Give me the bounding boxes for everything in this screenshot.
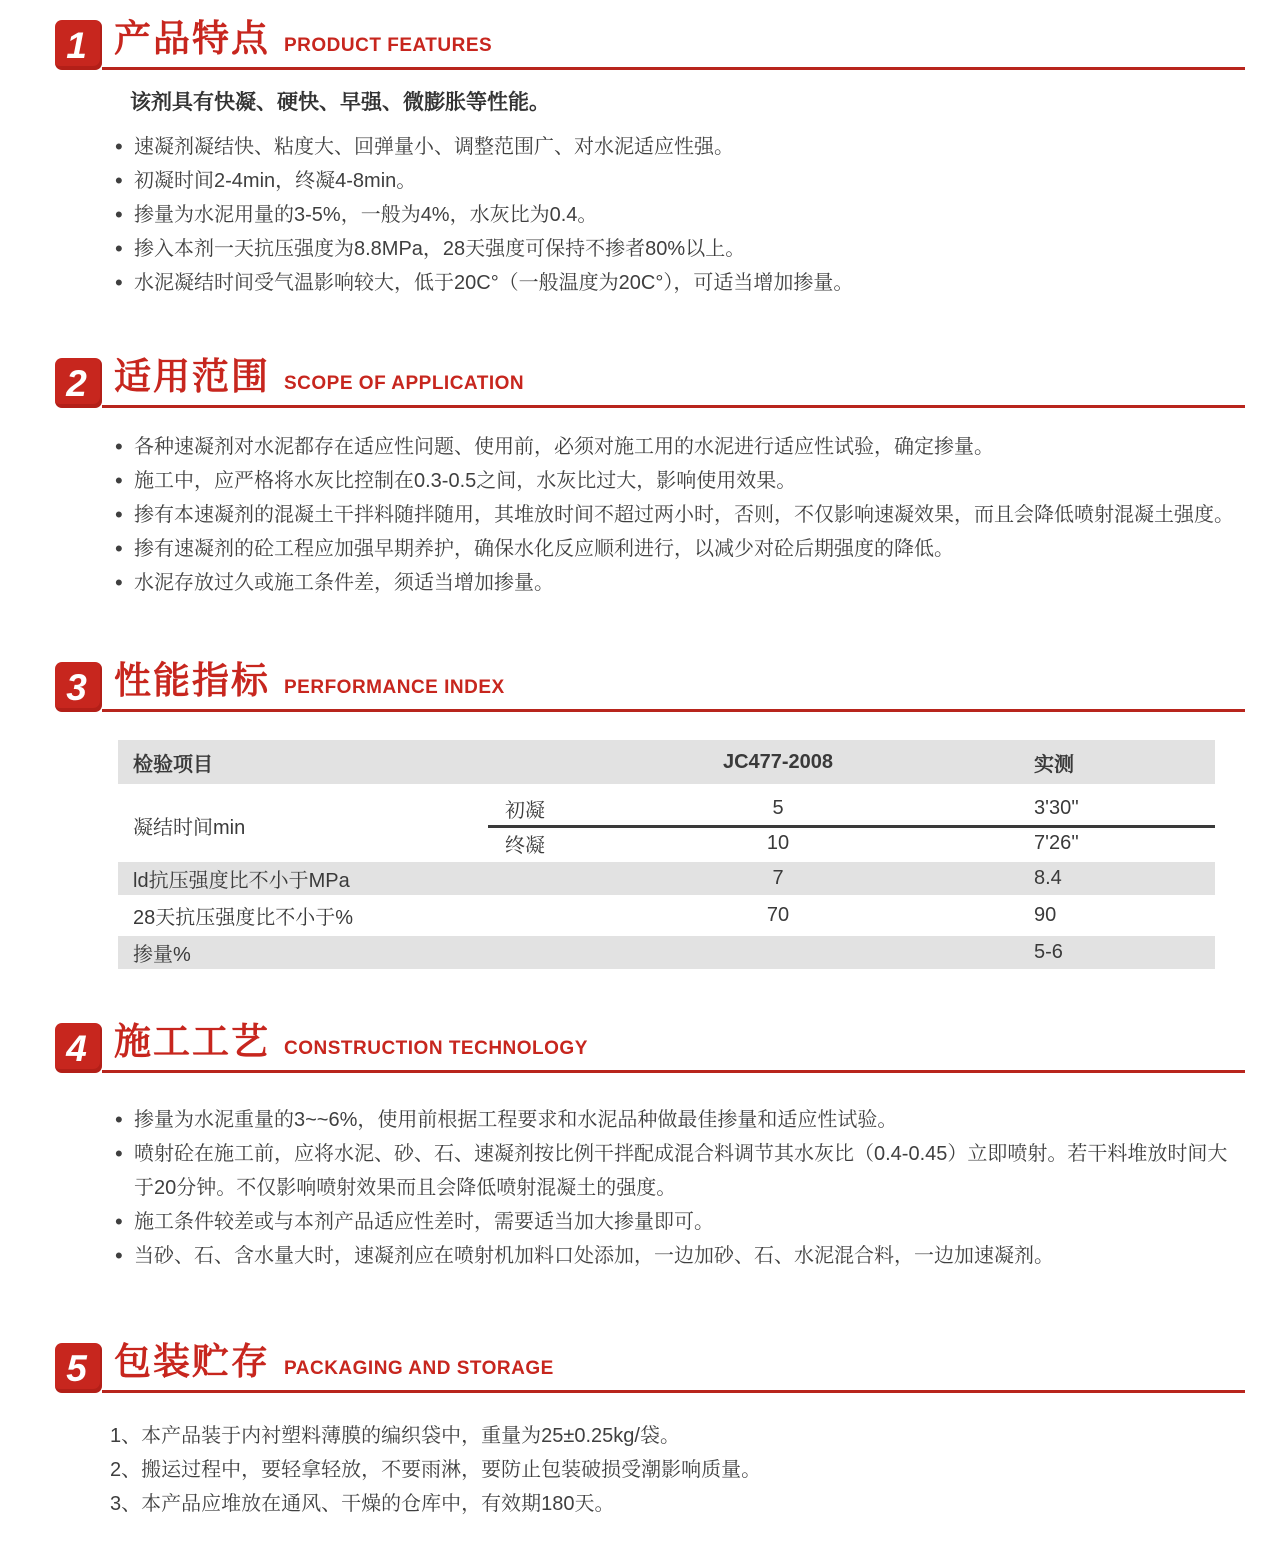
bullet-item: • 水泥存放过久或施工条件差，须适当增加掺量。 — [115, 566, 1245, 600]
section-2-number: 2 — [66, 362, 87, 404]
section-performance-index — [55, 662, 1245, 969]
section-4-header — [55, 1023, 1245, 1073]
section-5-numbered-list — [110, 1419, 1245, 1521]
section-2-title-bar — [102, 358, 1245, 408]
item-label: 掺量% — [133, 944, 191, 966]
section-3-number-badge — [55, 662, 102, 712]
section-1-intro: 该剂具有快凝、硬快、早强、微膨胀等性能。 — [130, 91, 550, 114]
section-5-title: 包装贮存 — [114, 1341, 270, 1382]
bullet-item: • 各种速凝剂对水泥都存在适应性问题、使用前，必须对施工用的水泥进行适应性试验，确定掺量。 — [115, 430, 1245, 464]
bullet-item: • 掺入本剂一天抗压强度为8.8MPa，28天强度可保持不掺者80%以上。 — [115, 232, 1245, 266]
section-4-subtitle: CONSTRUCTION TECHNOLOGY — [284, 1038, 588, 1059]
section-3-subtitle: PERFORMANCE INDEX — [284, 677, 505, 698]
performance-index-table — [118, 740, 1215, 969]
section-4-number: 4 — [66, 1027, 87, 1069]
standard-value: 7 — [772, 867, 784, 889]
bullet-item: • 施工中，应严格将水灰比控制在0.3-0.5之间，水灰比过大，影响使用效果。 — [115, 464, 1245, 498]
bullet-item: • 掺有本速凝剂的混凝土干拌料随拌随用，其堆放时间不超过两小时，否则，不仅影响速凝效果，而且会降低喷射混凝土强度。 — [115, 498, 1245, 532]
section-1-number-badge — [55, 20, 102, 70]
section-packaging-storage — [55, 1343, 1245, 1521]
bullet-item: • 掺有速凝剂的砼工程应加强早期养护，确保水化反应顺利进行，以减少对砼后期强度的降低。 — [115, 532, 1245, 566]
bullet-item: • 水泥凝结时间受气温影响较大，低于20C°（一般温度为20C°），可适当增加掺量。 — [115, 266, 1245, 300]
section-1-bullet-list — [55, 130, 1245, 300]
table-header-item: 检验项目 — [133, 753, 213, 776]
section-1-title: 产品特点 — [114, 18, 270, 59]
setting-sub-label: 终凝 — [505, 834, 545, 857]
standard-value: 5 — [772, 797, 784, 819]
table-header-measured: 实测 — [1034, 753, 1074, 776]
measured-value: 5-6 — [1034, 941, 1063, 963]
section-4-number-badge — [55, 1023, 102, 1073]
item-label: 28天抗压强度比不小于% — [133, 907, 354, 929]
table-row — [488, 792, 1215, 825]
bullet-item: • 当砂、石、含水量大时，速凝剂应在喷射机加料口处添加，一边加砂、石、水泥混合料，一边加速凝剂。 — [115, 1239, 1245, 1273]
section-scope-of-application — [55, 358, 1245, 600]
section-2-title: 适用范围 — [114, 356, 270, 397]
measured-value: 7'26'' — [1034, 831, 1079, 854]
numbered-item: 2、搬运过程中，要轻拿轻放，不要雨淋，要防止包装破损受潮影响质量。 — [110, 1459, 762, 1481]
section-4-bullet-list — [55, 1103, 1245, 1273]
standard-value: 10 — [766, 831, 790, 854]
setting-time-rows — [488, 792, 1215, 858]
section-1-header — [55, 20, 1245, 70]
setting-sub-label: 初凝 — [505, 800, 545, 822]
section-2-header — [55, 358, 1245, 408]
table-row — [488, 825, 1215, 858]
section-3-title: 性能指标 — [114, 660, 270, 701]
section-construction-technology — [55, 1023, 1245, 1273]
bullet-item: • 初凝时间2-4min，终凝4-8min。 — [115, 164, 1245, 198]
bullet-item: • 喷射砼在施工前，应将水泥、砂、石、速凝剂按比例干拌配成混合料调节其水灰比（0.4-0.45）立即喷射。若干料堆放时间大于20分钟。不仅影响喷射效果而且会降低喷射混凝土的强度。 — [115, 1137, 1245, 1205]
bullet-item: • 掺量为水泥用量的3-5%，一般为4%，水灰比为0.4。 — [115, 198, 1245, 232]
section-2-subtitle: SCOPE OF APPLICATION — [284, 373, 525, 394]
table-setting-time-block — [118, 792, 1215, 858]
item-label: ld抗压强度比不小于MPa — [133, 870, 350, 892]
section-4-title: 施工工艺 — [114, 1021, 270, 1062]
section-3-number: 3 — [66, 666, 87, 708]
table-row — [118, 899, 1215, 932]
section-5-number: 5 — [66, 1347, 87, 1389]
bullet-item: • 掺量为水泥重量的3~~6%，使用前根据工程要求和水泥品种做最佳掺量和适应性试验。 — [115, 1103, 1245, 1137]
table-row — [118, 862, 1215, 895]
section-5-number-badge — [55, 1343, 102, 1393]
section-1-subtitle: PRODUCT FEATURES — [284, 35, 493, 56]
section-5-title-bar — [102, 1343, 1245, 1393]
section-4-title-bar — [102, 1023, 1245, 1073]
measured-value: 8.4 — [1034, 867, 1062, 889]
section-1-title-bar — [102, 20, 1245, 70]
table-row — [118, 936, 1215, 969]
table-header-standard: JC477-2008 — [722, 750, 834, 773]
section-2-bullet-list — [55, 430, 1245, 600]
bullet-item: • 速凝剂凝结快、粘度大、回弹量小、调整范围广、对水泥适应性强。 — [115, 130, 1245, 164]
section-2-number-badge — [55, 358, 102, 408]
table-header-row — [118, 740, 1215, 784]
numbered-item: 3、本产品应堆放在通风、干燥的仓库中，有效期180天。 — [110, 1493, 615, 1515]
bullet-item: • 施工条件较差或与本剂产品适应性差时，需要适当加大掺量即可。 — [115, 1205, 1245, 1239]
measured-value: 3'30'' — [1034, 797, 1079, 819]
section-5-header — [55, 1343, 1245, 1393]
numbered-item: 1、本产品装于内衬塑料薄膜的编织袋中，重量为25±0.25kg/袋。 — [110, 1425, 680, 1447]
section-5-subtitle: PACKAGING AND STORAGE — [284, 1358, 554, 1379]
standard-value: 70 — [766, 904, 790, 926]
section-3-title-bar — [102, 662, 1245, 712]
measured-value: 90 — [1034, 904, 1057, 926]
section-product-features — [55, 20, 1245, 300]
setting-time-label: 凝结时间min — [133, 816, 246, 839]
section-3-header — [55, 662, 1245, 712]
section-1-number: 1 — [66, 24, 87, 66]
